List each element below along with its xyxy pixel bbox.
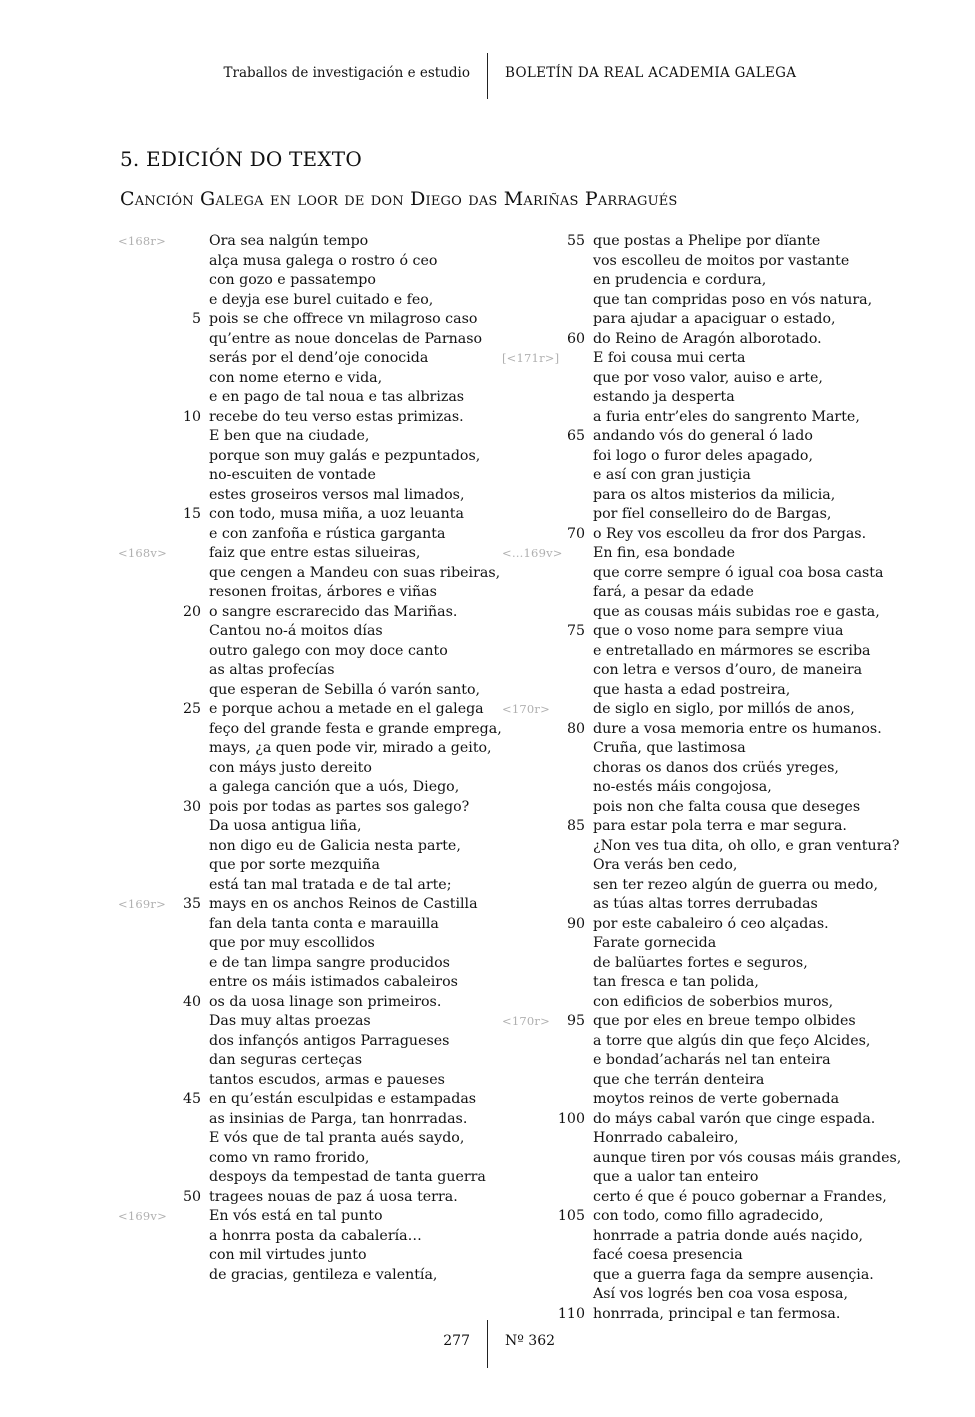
verse-text: porque son muy galás e pezpuntados, <box>209 447 481 464</box>
line-number: 90 <box>566 915 585 932</box>
verse-text: dos infançós antigos Parragueses <box>209 1032 450 1049</box>
verse-text: que esperan de Sebilla ó varón santo, <box>209 681 481 698</box>
verse-line <box>502 330 872 350</box>
verse-line <box>118 817 478 837</box>
verse-line <box>118 564 501 584</box>
verse-text: que a ualor tan enteiro <box>593 1169 759 1185</box>
verse-line <box>502 1227 872 1247</box>
verse-line <box>118 369 478 389</box>
verse-text: que hasta a edad postreira, <box>593 681 791 698</box>
verse-text: Honrrado cabaleiro, <box>593 1130 739 1146</box>
verse-line <box>118 934 478 954</box>
verse-text: por fïel conselleiro do de Bargas, <box>593 506 832 522</box>
verse-line <box>118 915 478 935</box>
verse-line <box>502 1090 872 1110</box>
verse-text: por este cabaleiro ó ceo alçadas. <box>593 915 829 932</box>
verse-text: os da uosa linage son primeiros. <box>209 993 442 1010</box>
folio-marker: <168r> <box>118 234 166 248</box>
verse-text: estes groseiros versos mal limados, <box>209 486 465 503</box>
verse-text: resonen froitas, árbores e viñas <box>209 584 437 600</box>
verse-line <box>502 310 872 330</box>
verse-line <box>502 856 872 876</box>
issue-number: Nº 362 <box>505 1333 556 1349</box>
verse-line <box>502 778 872 798</box>
verse-line <box>502 1110 876 1130</box>
line-number: 110 <box>557 1305 585 1322</box>
verse-line <box>118 778 478 798</box>
verse-text: que a guerra faga da sempre ausençia. <box>593 1266 874 1283</box>
verse-line <box>118 1129 478 1149</box>
verse-line <box>118 856 478 876</box>
verse-line <box>118 759 478 779</box>
verse-line <box>118 1149 478 1169</box>
verse-text: recebe do teu verso estas primizas. <box>209 408 464 425</box>
verse-text: outro galego con moy doce canto <box>209 642 448 659</box>
folio-marker: <…169v> <box>502 546 563 560</box>
verse-text: faiz que entre estas silueiras, <box>209 545 421 561</box>
verse-line <box>502 564 884 584</box>
verse-line <box>118 466 478 486</box>
verse-text: fará, a pesar da edade <box>593 584 754 600</box>
verse-text: mays en os anchos Reinos de Castilla <box>209 896 478 912</box>
verse-text: o Rey vos escolleu da fror dos Pargas. <box>593 525 867 542</box>
verse-line <box>118 798 478 818</box>
verse-line <box>118 427 478 447</box>
verse-line <box>502 661 872 681</box>
line-number: 65 <box>566 428 585 444</box>
verse-text: de gracias, gentileza e valentía, <box>209 1266 438 1283</box>
verse-text: moytos reinos de verte gobernada <box>593 1091 840 1107</box>
verse-line <box>502 1012 872 1032</box>
verse-text: non digo eu de Galicia nesta parte, <box>209 837 461 854</box>
verse-text: e con zanfoña e rústica garganta <box>209 525 446 542</box>
verse-line <box>502 369 872 389</box>
verse-text: e entretallado en mármores se escriba <box>593 642 871 659</box>
verse-line <box>502 349 872 369</box>
verse-line <box>118 544 478 564</box>
verse-text: e deyja ese burel cuitado e feo, <box>209 291 434 308</box>
verse-text: que por voso valor, auiso e arte, <box>593 369 823 386</box>
verse-text: con edificios de soberbios muros, <box>593 993 834 1010</box>
verse-text: feço del grande festa e grande emprega, <box>209 720 502 737</box>
footer-divider <box>487 1320 488 1368</box>
verse-line <box>118 700 484 720</box>
verse-text: do máys cabal varón que cinge espada. <box>593 1110 876 1127</box>
verse-line <box>502 583 872 603</box>
section-title: 5. EDICIÓN DO TEXTO <box>120 147 362 171</box>
verse-text: que corre sempre ó igual coa bosa casta <box>593 564 884 581</box>
verse-line <box>118 954 478 974</box>
verse-text: no-escuiten de vontade <box>209 467 376 483</box>
verse-line <box>118 271 478 291</box>
verse-line <box>118 973 478 993</box>
line-number: 10 <box>182 408 201 425</box>
verse-line <box>502 1051 872 1071</box>
verse-text: vos escolleu de moitos por vastante <box>593 252 850 269</box>
verse-line <box>502 1129 872 1149</box>
verse-line <box>502 1266 872 1286</box>
verse-line <box>118 1188 478 1208</box>
page-number: 277 <box>443 1333 470 1349</box>
verse-line <box>502 642 872 662</box>
folio-marker: <170r> <box>502 1014 550 1028</box>
verse-line <box>502 622 872 642</box>
verse-text: certo é que é pouco gobernar a Frandes, <box>593 1188 887 1205</box>
verse-line <box>118 837 478 857</box>
verse-line <box>118 739 492 759</box>
verse-text: para estar pola terra e mar segura. <box>593 818 847 834</box>
verse-line <box>118 1012 478 1032</box>
verse-text: dan seguras certeças <box>209 1052 363 1068</box>
verse-text: pois por todas as partes sos galego? <box>209 798 470 815</box>
verse-text: as insinias de Parga, tan honrradas. <box>209 1110 468 1127</box>
verse-text: alça musa galega o rostro ó ceo <box>209 252 438 269</box>
verse-line <box>502 837 900 857</box>
verse-line <box>502 603 880 623</box>
verse-line <box>118 349 478 369</box>
verse-line <box>502 681 872 701</box>
verse-text: Da uosa antigua liña, <box>209 818 362 834</box>
verse-text: Cantou no-á moitos días <box>209 623 383 639</box>
verse-line <box>502 720 882 740</box>
line-number: 25 <box>182 701 201 717</box>
verse-line <box>502 427 872 447</box>
verse-line <box>118 681 481 701</box>
verse-line <box>502 1032 872 1052</box>
verse-line <box>502 1207 872 1227</box>
line-number: 60 <box>566 330 585 347</box>
verse-text: E vós que de tal pranta aués saydo, <box>209 1130 465 1146</box>
verse-line <box>118 622 478 642</box>
verse-text: que por muy escollidos <box>209 935 375 951</box>
verse-text: de balüartes fortes e seguros, <box>593 954 808 971</box>
verse-line <box>502 759 872 779</box>
verse-text: pois se che offrece vn milagroso caso <box>209 311 478 327</box>
verse-text: que postas a Phelipe por dïante <box>593 233 821 249</box>
verse-text: Ora verás ben cedo, <box>593 857 738 873</box>
verse-text: que che terrán denteira <box>593 1071 765 1088</box>
verse-line <box>502 252 872 272</box>
verse-line <box>502 915 872 935</box>
verse-line <box>118 486 478 506</box>
line-number: 30 <box>182 798 201 815</box>
folio-marker: <169v> <box>118 1209 167 1223</box>
verse-text: para os altos misterios da milicia, <box>593 486 836 503</box>
verse-line <box>502 447 872 467</box>
verse-text: despoys da tempestad de tanta guerra <box>209 1169 486 1185</box>
verse-text: serás por el dend’oje conocida <box>209 350 429 366</box>
verse-line <box>118 661 478 681</box>
verse-line <box>502 505 872 525</box>
verse-text: as altas profecías <box>209 662 335 678</box>
verse-line <box>502 817 872 837</box>
verse-text: con todo, como fillo agradecido, <box>593 1208 824 1224</box>
verse-line <box>502 1246 872 1266</box>
poem-column-left <box>118 232 502 1285</box>
line-number: 80 <box>566 720 585 737</box>
line-number: 95 <box>566 1013 585 1029</box>
verse-text: e de tan limpa sangre producidos <box>209 954 450 971</box>
verse-text: tragees nouas de paz á uosa terra. <box>209 1188 458 1205</box>
verse-line <box>502 271 872 291</box>
verse-text: como vn ramo frorido, <box>209 1149 370 1166</box>
verse-text: a torre que algús din que feço Alcides, <box>593 1032 871 1049</box>
verse-line <box>502 1149 902 1169</box>
verse-line <box>118 1051 478 1071</box>
verse-text: Farate gornecida <box>593 935 717 951</box>
verse-line <box>502 408 872 428</box>
verse-line <box>502 1188 887 1208</box>
verse-text: qu’entre as noue doncelas de Parnaso <box>209 330 483 347</box>
verse-text: con letra e versos d’ouro, de maneira <box>593 662 863 678</box>
line-number: 50 <box>182 1188 201 1205</box>
verse-line <box>502 895 872 915</box>
line-number: 105 <box>557 1208 585 1224</box>
verse-line <box>502 993 872 1013</box>
verse-text: E ben que na ciudade, <box>209 428 370 444</box>
poem-column-right <box>502 232 902 1324</box>
line-number: 100 <box>557 1110 585 1127</box>
folio-marker: <169r> <box>118 897 166 911</box>
verse-text: con nome eterno e vida, <box>209 369 383 386</box>
verse-line <box>502 525 872 545</box>
verse-text: que por sorte mezquiña <box>209 857 380 873</box>
verse-line <box>118 252 478 272</box>
line-number: 75 <box>566 623 585 639</box>
verse-line <box>118 642 478 662</box>
verse-text: tan fresca e tan polida, <box>593 974 759 990</box>
verse-line <box>118 291 478 311</box>
verse-text: con mil virtudes junto <box>209 1247 367 1263</box>
verse-text: tantos escudos, armas e paueses <box>209 1071 445 1088</box>
verse-text: e bondad’acharás nel tan enteira <box>593 1052 831 1068</box>
poem-title: Canción Galega en loor de don Diego das Mariñas Parragués <box>120 188 678 210</box>
verse-line <box>502 876 878 896</box>
verse-text: andando vós do general ó lado <box>593 428 813 444</box>
folio-marker: <168v> <box>118 546 167 560</box>
verse-line <box>118 1110 478 1130</box>
verse-line <box>502 1305 872 1325</box>
verse-line <box>118 1090 478 1110</box>
verse-text: En vós está en tal punto <box>209 1208 383 1224</box>
verse-text: Cruña, que lastimosa <box>593 740 746 756</box>
verse-line <box>502 1285 872 1305</box>
verse-line <box>118 447 481 467</box>
verse-line <box>118 1168 486 1188</box>
verse-text: a galega canción que a uós, Diego, <box>209 779 460 795</box>
verse-text: con gozo e passatempo <box>209 272 376 288</box>
verse-text: Ora sea nalgún tempo <box>209 233 369 249</box>
verse-line <box>118 330 483 350</box>
verse-text: estando ja desperta <box>593 389 735 405</box>
verse-text: que as cousas máis subidas roe e gasta, <box>593 603 880 620</box>
verse-line <box>118 895 478 915</box>
line-number: 20 <box>182 603 201 620</box>
verse-text: para ajudar a apaciguar o estado, <box>593 311 836 327</box>
line-number: 35 <box>182 896 201 912</box>
line-number: 40 <box>182 993 201 1010</box>
verse-line <box>502 1168 872 1188</box>
verse-line <box>502 700 872 720</box>
verse-line <box>118 876 478 896</box>
verse-text: e así con gran justiçia <box>593 467 751 483</box>
verse-text: as túas altas torres derrubadas <box>593 896 818 912</box>
running-header-left: Traballos de investigación e estudio <box>223 65 470 81</box>
verse-line <box>502 954 872 974</box>
line-number: 5 <box>191 311 201 327</box>
verse-line <box>118 1266 478 1286</box>
line-number: 85 <box>566 818 585 834</box>
verse-line <box>118 388 478 408</box>
verse-line <box>118 232 478 252</box>
verse-line <box>502 739 872 759</box>
verse-line <box>118 1071 478 1091</box>
folio-marker: [<171r>] <box>502 351 560 365</box>
verse-line <box>118 1227 478 1247</box>
verse-line <box>502 973 872 993</box>
verse-text: a honrra posta da cabalería… <box>209 1227 422 1244</box>
verse-text: en prudencia e cordura, <box>593 272 767 288</box>
verse-text: aunque tiren por vós cousas máis grandes, <box>593 1149 902 1166</box>
verse-text: e porque achou a metade en el galega <box>209 701 484 717</box>
verse-line <box>118 1207 478 1227</box>
verse-text: con todo, musa miña, a uoz leuanta <box>209 506 464 522</box>
verse-text: que por eles en breue tempo olbides <box>593 1013 856 1029</box>
verse-line <box>118 525 478 545</box>
verse-line <box>502 798 872 818</box>
verse-text: que o voso nome para sempre viua <box>593 623 844 639</box>
verse-text: Das muy altas proezas <box>209 1013 371 1029</box>
verse-text: no-estés máis congojosa, <box>593 779 772 795</box>
verse-text: choras os danos dos crüés yreges, <box>593 759 839 776</box>
verse-text: que cengen a Mandeu con suas ribeiras, <box>209 564 501 581</box>
verse-text: que tan compridas poso en vós natura, <box>593 291 873 308</box>
verse-text: honrrade a patria donde aués naçido, <box>593 1227 864 1244</box>
verse-line <box>502 291 872 311</box>
verse-line <box>502 486 872 506</box>
verse-line <box>502 544 872 564</box>
verse-text: pois non che falta cousa que deseges <box>593 798 861 815</box>
verse-text: entre os máis istimados cabaleiros <box>209 974 458 990</box>
verse-line <box>118 583 478 603</box>
verse-line <box>118 1032 478 1052</box>
verse-line <box>118 505 478 525</box>
verse-text: honrrada, principal e tan fermosa. <box>593 1305 841 1322</box>
verse-line <box>502 934 872 954</box>
line-number: 15 <box>182 506 201 522</box>
verse-text: o sangre escrarecido das Mariñas. <box>209 603 458 620</box>
verse-text: con máys justo dereito <box>209 759 372 776</box>
verse-line <box>118 408 478 428</box>
verse-text: está tan mal tratada e de tal arte; <box>209 876 452 893</box>
verse-text: e en pago de tal noua e tas albrizas <box>209 389 465 405</box>
verse-line <box>118 603 478 623</box>
verse-text: mays, ¿a quen pode vir, mirado a geito, <box>209 740 492 756</box>
verse-line <box>502 232 872 252</box>
verse-text: de siglo en siglo, por millós de anos, <box>593 701 855 717</box>
verse-line <box>118 993 478 1013</box>
verse-line <box>118 720 502 740</box>
verse-text: sen ter rezeo algún de guerra ou medo, <box>593 876 878 893</box>
verse-line <box>118 1246 478 1266</box>
verse-line <box>502 466 872 486</box>
line-number: 45 <box>182 1091 201 1107</box>
line-number: 70 <box>566 525 585 542</box>
running-header-right: BOLETÍN DA REAL ACADEMIA GALEGA <box>505 65 797 81</box>
verse-text: facé coesa presencia <box>593 1247 743 1263</box>
verse-text: fan dela tanta conta e marauilla <box>209 915 439 932</box>
verse-text: foi logo o furor deles apagado, <box>593 447 813 464</box>
verse-line <box>502 1071 872 1091</box>
verse-text: ¿Non ves tua dita, oh ollo, e gran ventura? <box>593 837 900 854</box>
verse-text: a furia entr’eles do sangrento Marte, <box>593 408 860 425</box>
verse-text: do Reino de Aragón alborotado. <box>593 330 822 347</box>
verse-text: E foi cousa mui certa <box>593 350 746 366</box>
verse-line <box>118 310 478 330</box>
verse-text: dure a vosa memoria entre os humanos. <box>593 720 882 737</box>
verse-text: En fin, esa bondade <box>593 545 736 561</box>
verse-text: Así vos logrés ben coa vosa esposa, <box>593 1286 848 1302</box>
folio-marker: <170r> <box>502 702 550 716</box>
header-divider <box>487 53 488 99</box>
verse-text: en qu’están esculpidas e estampadas <box>209 1091 477 1107</box>
line-number: 55 <box>566 233 585 249</box>
verse-line <box>502 388 872 408</box>
